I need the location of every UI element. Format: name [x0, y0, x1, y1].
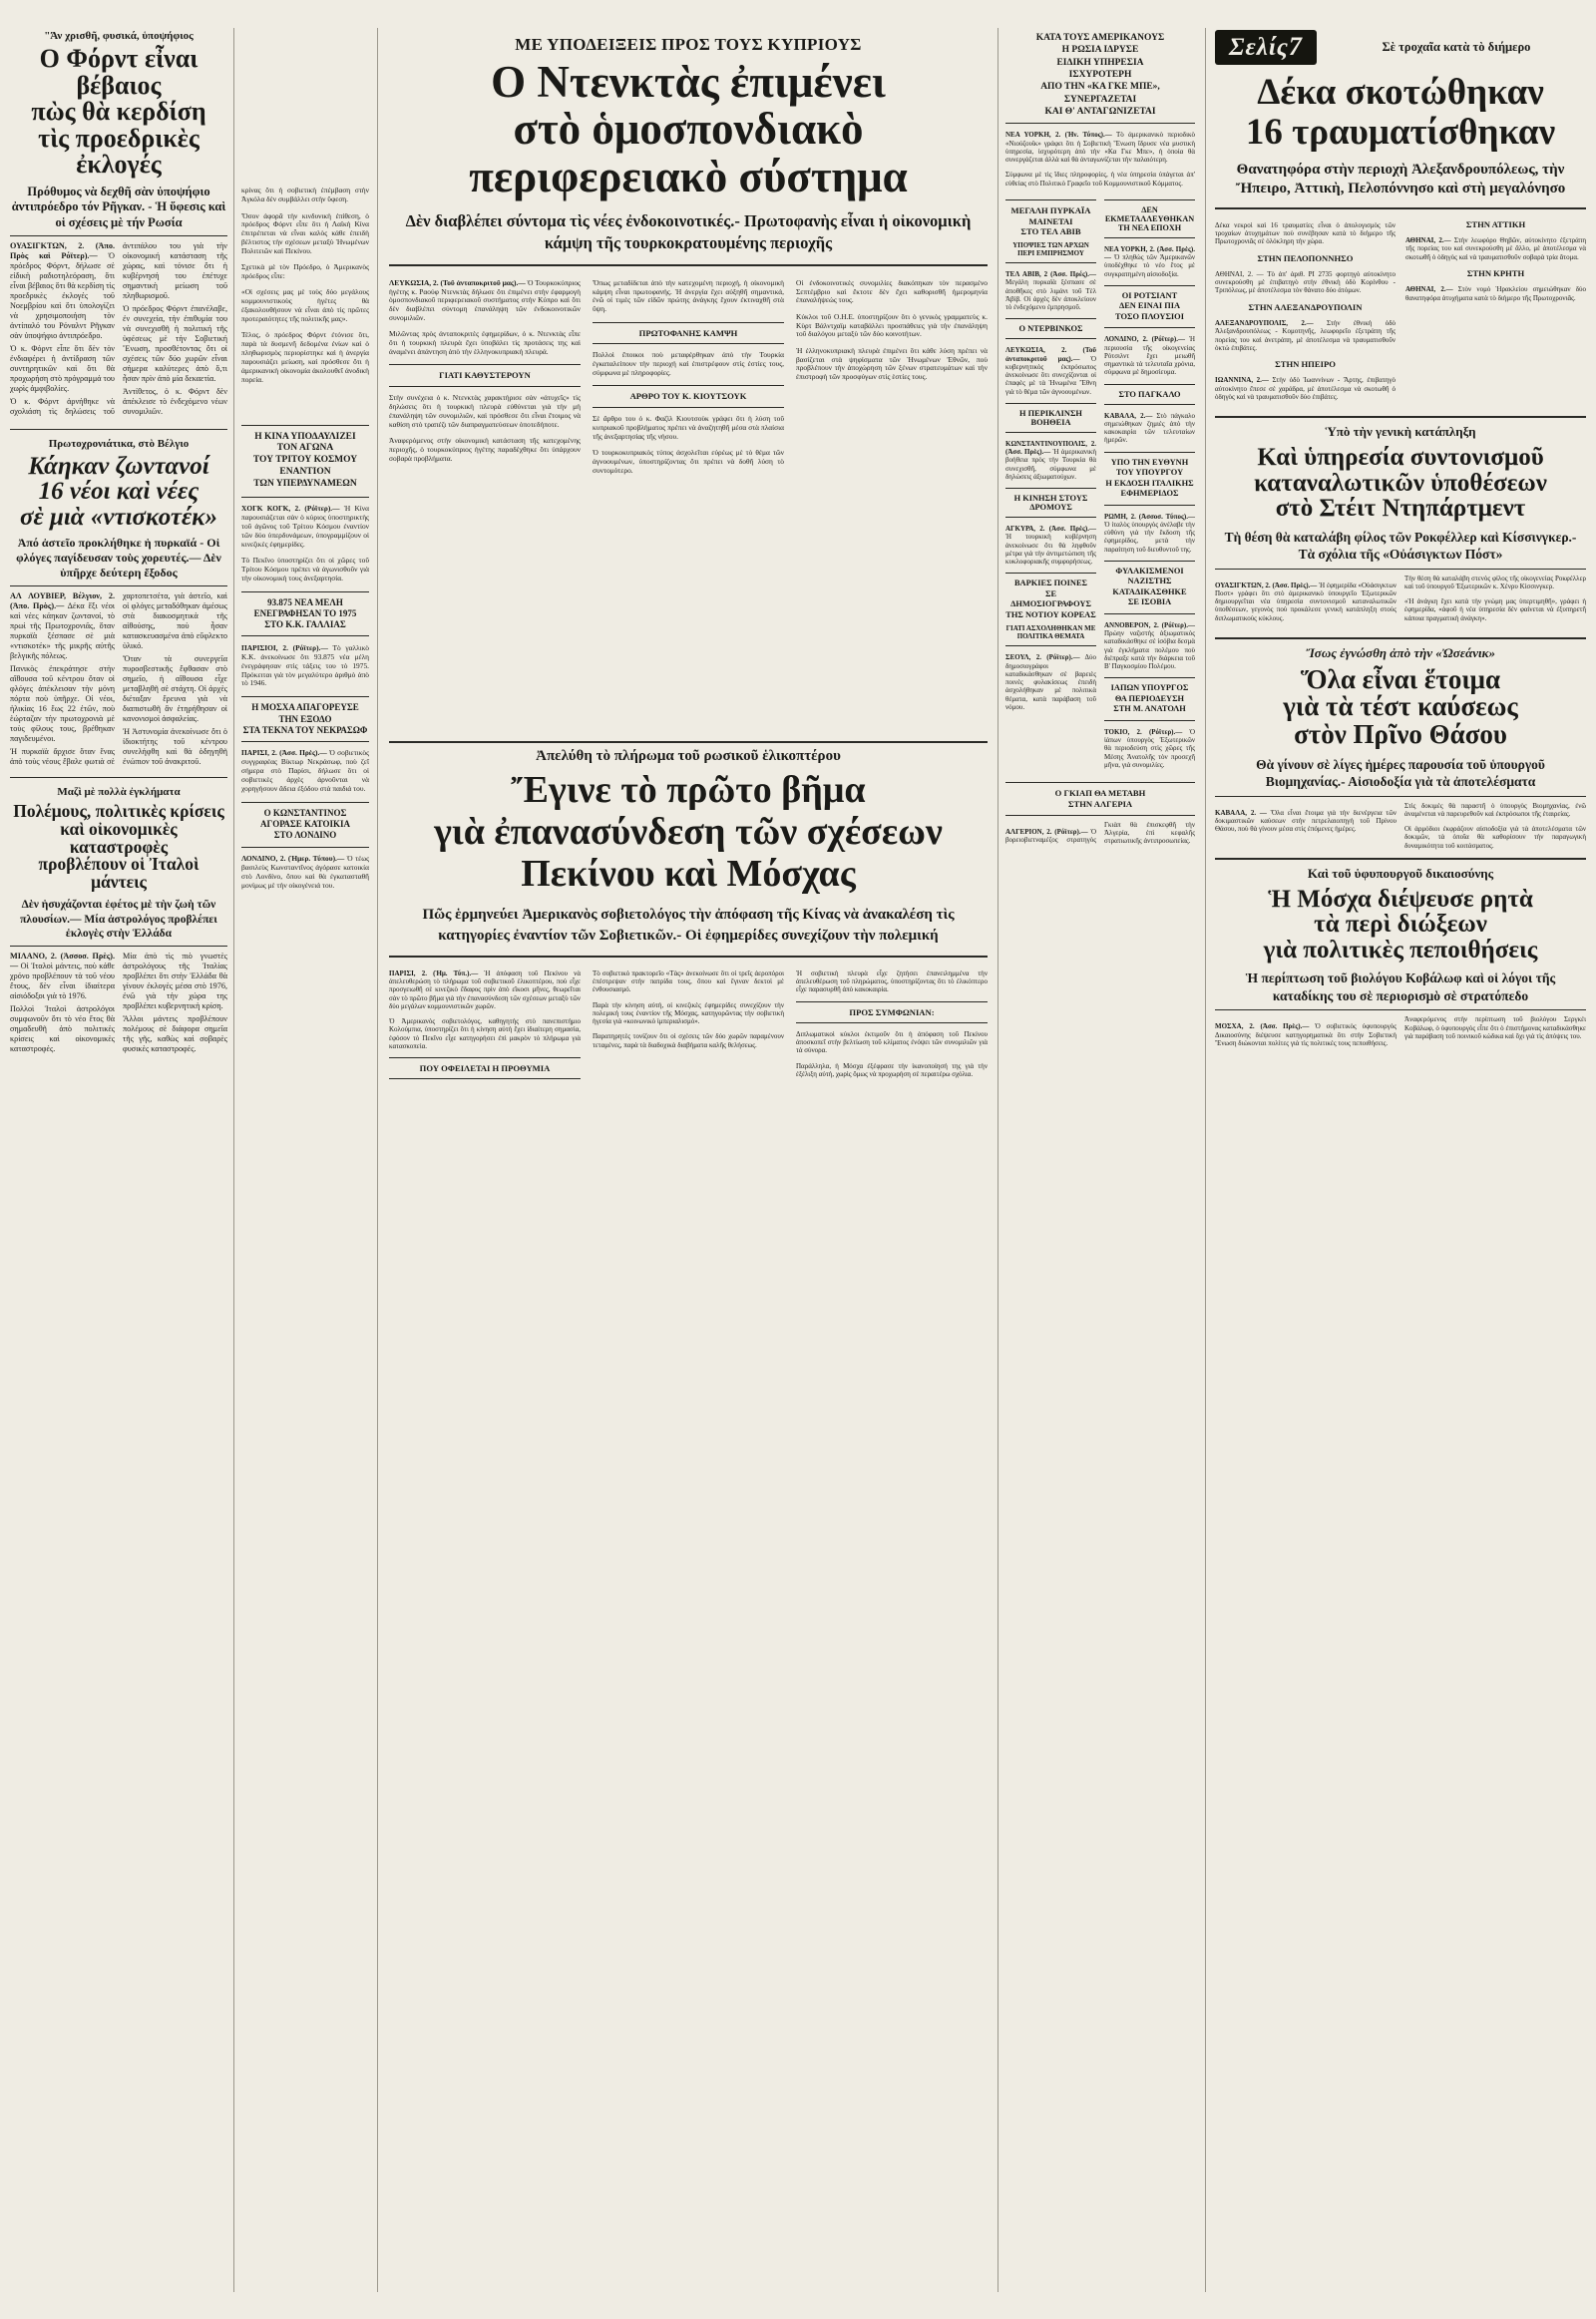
right-story2-body: ΟΥΑΣΙΓΚΤΩΝ, 2. (Ἀσσ. Πρὲς).— Ἡ ἐφημερίδα «Οὐάσιγκτων Ποστ» γράφει ὅτι στὸ ἀμερικανικὸ ὑπουργεῖο Ἐξωτερικῶν δημιουργεῖται νέα ὑπηρεσία συντονισμοῦ καταναλωτικῶν ὑποθέσεων, γεγονὸς ποὺ προκάλεσε γενικὴ κατάπληξη στοὺς διπλωματικοὺς κύκλους. Τὴν θέση θὰ καταλάβη στενὸς φίλος τῆς οἰκογενείας Ροκφέλλερ καὶ τοῦ ὑπουργοῦ Ἐξωτερικῶν κ. Χένρυ Κίσσινγκερ. «Ἡ ἀνάγκη ἔχει κατὰ τὴν γνώμη μας ὑπερτιμηθῆ», γράφει ἡ ἐφημερίδα, «ἀφοῦ ἡ νέα ὑπηρεσία δὲν φαίνεται νὰ ἐξυπηρετῆ κάποια πραγματικὴ ἀνάγκη».: [1215, 574, 1586, 622]
right-story1-col-b: ΣΤΗΝ ΑΤΤΙΚΗ ΑΘΗΝΑΙ, 2.— Στὴν λεωφόρο Θηβῶν, αὐτοκίνητο ἐξετράπη τῆς πορείας του καὶ συνεκρούσθη μὲ ἄλλο, μὲ ἀποτέλεσμα νὰ σκοτωθῆ ὁ ὁδηγὸς καὶ νὰ τραυματισθοῦν σοβαρὰ τρία ἄτομα. ΣΤΗΝ ΚΡΗΤΗ ΑΘΗΝΑΙ, 2.— Στὸν νομὸ Ἡρακλείου σημειώθηκαν δύο θανατηφόρα ἀτυχήματα κατὰ τὸ διήμερο τῆς Πρωτοχρονιᾶς.: [1405, 218, 1586, 302]
region-3-title: ΣΤΗΝ ΑΛΕΞΑΝΔΡΟΥΠΟΛΙΝ: [1248, 301, 1363, 312]
heli-dateline: ΠΑΡΙΣΙ, 2. (Ἡμ. Τύπ.).—: [389, 968, 479, 977]
story1-headline: Ο Φόρντ εἶναι βέβαιος πὼς θὰ κερδίση τὶς προεδρικὲς ἐκλογές: [31, 44, 206, 180]
heli-kicker: Ἀπελύθη τὸ πλήρωμα τοῦ ρωσικοῦ ἑλικοπτέρου: [536, 748, 841, 764]
column-2: [241, 180, 369, 898]
misc-2-headline: ΟΙ ΡΟΤΣΙΑΝΤ ΔΕΝ ΕΙΝΑΙ ΠΙΑ ΤΟΣΟ ΠΛΟΥΣΙΟΙ: [1115, 290, 1184, 321]
right-story4-body: ΜΟΣΧΑ, 2. (Ἀσσ. Πρὲς).— Ὁ σοβιετικὸς ὑφυπουργὸς Δικαιοσύνης διέψευσε κατηγορηματικὰ ὅτι στὴν Σοβιετικὴ Ἕνωση διώκονται πολίτες γιὰ τὶς πολιτικές τους πεποιθήσεις. Ἀναφερόμενος στὴν περίπτωση τοῦ βιολόγου Σεργκέι Κοβάλωφ, ὁ ὑφυπουργὸς εἶπε ὅτι ὁ ἐπιστήμονας καταδικάσθηκε γιὰ παράβαση τοῦ ποινικοῦ κώδικα καὶ ὄχι γιὰ τὶς ἀπόψεις του.: [1215, 1015, 1586, 1047]
brief-2-body: ΛΕΥΚΩΣΙΑ, 2. (Τοῦ ἀνταποκριτοῦ μας).— Ὁ κυβερνητικὸς ἐκπρόσωπος ἀνεκοίνωσε ὅτι συνεχίζονται οἱ ἐπαφὲς μὲ τὰ Ἡνωμένα Ἔθνη γιὰ τὸ θέμα τῶν ἀγνοουμένων.: [1005, 346, 1096, 396]
main-deck: Δὲν διαβλέπει σύντομα τὶς νέες ἐνδοκοινοτικές.- Πρωτοφανὴς εἶναι ἡ οἰκονομικὴ κάμψη τῆς τουρκοκρατουμένης περιοχῆς: [405, 210, 972, 253]
right-story1-headline: Δέκα σκοτώθηκαν 16 τραυματίσθηκαν: [1245, 72, 1556, 153]
story1-body: ΟΥΑΣΙΓΚΤΩΝ, 2. (Ἀπο. Πρὸς καὶ Ρόϊτερ).— Ὁ πρόεδρος Φόρντ, δήλωσε σὲ εἰδικὴ ραδιοτηλεόραση, ὅτι εἶναι βέβαιος ὅτι θὰ κερδίση τὶς προεδρικὲς ἐκλογές τοῦ Νοεμβρίου καὶ ὅτι ὑπολογίζει νὰ χρησιμοποιήση τὸν ἀντίπαλό του Ρόναλντ Ρῆγκαν σὰν ὑποψήφιο ἀντιπρόεδρο. Ὁ κ. Φόρντ εἶπε ὅτι δὲν τὸν ἐνδιαφέρει ἡ ἀντίδραση τῶν συντηρητικῶν καὶ ὅτι θὰ προχωρήση στὸ πρόγραμμά του χωρὶς ἀμφιβολίες. Ὁ κ. Φόρντ ἀρνήθηκε νὰ σχολιάση τὶς δηλώσεις τοῦ ἀντιπάλου του γιὰ τὴν οἰκονομική κατάσταση τῆς χώρας, καὶ τόνισε ὅτι ἡ κυβέρνησή του ἐπέτυχε σημαντικὴ μείωση τοῦ πληθωρισμοῦ. Ὁ πρόεδρος Φόρντ ἐπανέλαβε, ἐν συνεχεία, τὴν ἐπιθυμία του νὰ συνεχισθῆ ἡ πολιτική τῆς ὑφέσεως μὲ τὴν Σοβιετική Ἕνωση, προσθέτοντας ὅτι οἱ σχέσεις τῶν δύο χωρῶν εἶναι σήμερα καλύτερες ἀπὸ ὅ,τι ἦσαν πρὶν ἀπὸ μία δεκαετία. Ἀντίθετος, ὁ κ. Φόρντ δὲν ἀπέκλεισε τὸ ἐνδεχόμενο νέων συνομιλιῶν.: [10, 241, 227, 417]
brief-5-subtitle: ΓΙΑΤΙ ΑΣΧΟΛΗΘΗΚΑΝ ΜΕ ΠΟΛΙΤΙΚΑ ΘΕΜΑΤΑ: [1005, 624, 1096, 641]
heli-deck: Πῶς ἑρμηνεύει Ἀμερικανὸς σοβιετολόγος τὴν ἀπόφαση τῆς Κίνας νὰ ἀνακαλέση τὶς κατηγορίες ἐναντίον τῶν Σοβιετικῶν.- Οἱ ἐφημερίδες συνεχίζουν τὴν πολεμική: [422, 907, 955, 944]
heli-col-c: Ἡ σοβιετικὴ πλευρὰ εἶχε ζητήσει ἐπανειλημμένα τὴν ἀπελευθέρωση τοῦ πληρώματος, ὑποστηρίζοντας ὅτι τὸ ἑλικόπτερο εἶχε παρασυρθῆ ἀπὸ κακοκαιρία. ΠΡΟΣ ΣΥΜΦΩΝΙΑΝ: Διπλωματικοὶ κύκλοι ἐκτιμοῦν ὅτι ἡ ἀπόφαση τοῦ Πεκίνου ἀποσκοπεῖ στὴν βελτίωση τοῦ κλίματος ἐνόψει τῶν συνομιλιῶν γιὰ τὰ σύνορα. Παράλληλα, ἡ Μόσχα ἐξέφρασε τὴν ἱκανοποίησή της γιὰ τὴν ἐξέλιξη αὐτή, χωρὶς ὅμως νὰ προχωρήση σὲ περαιτέρω σχόλια.: [796, 968, 988, 1078]
region-1-title: ΣΤΗΝ ΑΤΤΙΚΗ: [1465, 218, 1526, 229]
main-body-columns: [389, 271, 988, 483]
right-story4-headline: Ἡ Μόσχα διέψευσε ρητὰ τὰ περὶ διώξεων γιὰ πολιτικὲς πεποιθήσεις: [1263, 885, 1538, 964]
heli-headline: Ἔγινε τὸ πρῶτο βῆμα γιὰ ἐπανασύνδεση τῶν σχέσεων Πεκίνου καὶ Μόσχας: [434, 769, 943, 895]
box1-body: ΧΟΓΚ ΚΟΓΚ, 2. (Ρόϊτερ).— Ἡ Κίνα παρουσιάζεται σὰν ὁ κύριος ὑποστηρικτὴς τοῦ ἀγῶνος τοῦ Τρίτου Κόσμου ἐναντίον τῶν δύο ὑπερδυνάμεων, ὑπογραμμίζουν οἱ κινεζικὲς ἐφημερίδες. Τὸ Πεκῖνο ὑποστηρίζει ὅτι οἱ χῶρες τοῦ Τρίτου Κόσμου πρέπει νὰ ἀγωνισθοῦν γιὰ τὴν οἰκονομική τους ἀνεξαρτησία.: [241, 504, 369, 582]
brief-4-headline: Η ΚΙΝΗΣΗ ΣΤΟΥΣ ΔΡΟΜΟΥΣ: [1013, 494, 1088, 513]
story1-dateline: ΟΥΑΣΙΓΚΤΩΝ, 2. (Ἀπο. Πρὸς καὶ Ρόϊτερ).—: [10, 241, 115, 261]
box2-headline: 93.875 ΝΕΑ ΜΕΛΗ ΕΝΕΓΡΑΦΗΣΑΝ ΤΟ 1975 ΣΤΟ Κ.Κ. ΓΑΛΛΙΑΣ: [253, 596, 357, 630]
region-2-title: ΣΤΗΝ ΠΕΛΟΠΟΝΝΗΣΟ: [1257, 252, 1354, 263]
right-story4-kicker: Καὶ τοῦ ὑφυπουργοῦ δικαιοσύνης: [1307, 865, 1494, 881]
col2-jump-text: κρίνας ὅτι ἡ σοβιετικὴ ἐπέμβαση στὴν Ἀγκόλα δὲν συμβάλλει στὴν ὕφεση. Ὅσον ἀφορᾶ τὴν κινδυνικὴ ἐπίθεση, ὁ πρόεδρος Φόρντ εἶπε ὅτι ἡ Λαϊκὴ Κίνα ἐπιτρέπεται νὰ εἶναι καλὸς κάθε ἐπειδὴ βέλτιστος τὴν σχέσεων μεταξὺ Ἡνωμένων Πολιτειῶν καὶ Πεκίνου. Σχετικὰ μὲ τὸν Πρόεδρο, ὁ Ἀμερικανὸς πρόεδρος εἶπε: «Οἱ σχέσεις μας μὲ τοὺς δύο μεγάλους κομμουνιστικοὺς ἡγέτες θὰ ἐξακολουθήσουν νὰ εἶναι ἀπὸ τὶς πρῶτες προτεραιότητες τῆς πολιτικῆς μας». Τέλος, ὁ πρόεδρος Φόρντ ἐτόνισε ὅτι, παρὰ τὰ δυσμενῆ δεδομένα ἐνίων καὶ ὁ πληθωρισμὸς περιορίστηκε καὶ ἡ ἀνεργία παρουσιάζει μείωση, καὶ πρόσθεσε ὅτι ἡ ἀμερικανικὴ οἰκονομία ἀκολουθεῖ ἀνοδικὴ πορεία.: [241, 186, 369, 384]
box4-body: ΛΟΝΔΙΝΟ, 2. (Ἡμερ. Τύπου).— Ὁ τέως βασιλεὺς Κωνσταντῖνος ἀγόρασε κατοικία στὸ Λονδίνο, ὅπου καὶ θὰ ἐγκατασταθῆ μονίμως μὲ τὴν οἰκογένειά του.: [241, 853, 369, 890]
right-story2-deck: Τὴ θέση θὰ καταλάβη φίλος τῶν Ροκφέλλερ καὶ Κίσσινγκερ.- Τὰ σχόλια τῆς «Οὐάσιγκτων Πόστ»: [1224, 529, 1577, 563]
brief-5-body: ΣΕΟΥΛ, 2. (Ρόϊτερ).— Δύο δημοσιογράφοι καταδικάσθηκαν σὲ βαρειὲς ποινὲς φυλακίσεως ἐπειδὴ ἀσχολήθηκαν μὲ πολιτικὰ θέματα, κατὰ παράβαση τοῦ νόμου.: [1005, 653, 1096, 711]
box3-body: ΠΑΡΙΣΙ, 2. (Ἀσσ. Πρὲς).— Ὁ σοβιετικὸς συγγραφέας Βίκτωρ Νεκράσωφ, ποὺ ζεῖ σήμερα στὸ Παρίσι, δήλωσε ὅτι οἱ σοβιετικὲς ἀρχὲς ἀρνοῦνται νὰ χορηγήσουν ἄδεια ἐξόδου στὰ παιδιά του.: [241, 748, 370, 793]
brief-1-body: ΤΕΛ ΑΒΙΒ, 2 (Ἀσσ. Πρές).— Μεγάλη πυρκαϊὰ ξέσπασε σὲ ἀποθῆκες στὸ λιμάνι τοῦ Τὲλ Ἀβίβ. Οἱ ἀρχὲς δὲν ἀποκλείουν τὸ ἐνδεχόμενο ἐμπρησμοῦ.: [1005, 270, 1096, 312]
main-col-a: ΛΕΥΚΩΣΙΑ, 2. (Τοῦ ἀνταποκριτοῦ μας).— Ὁ Τουρκοκύπριος ἡγέτης κ. Ραούφ Ντενκτὰς δήλωσε ὅτι ἐπιμένει στὴν ἐφαρμογὴ ὁμοσπονδιακοῦ περιφερειακοῦ συστήματος στὴν Κύπρο καὶ ὅτι δὲν διαβλέπει σύντομη ἐπανάληψη τῶν ἐνδοκοινοτικῶν συνομιλιῶν. Μιλῶντας πρὸς ἀνταποκριτὲς ἐφημερίδων, ὁ κ. Ντενκτὰς εἶπε ὅτι ἡ τουρκικὴ πλευρὰ ἔχει ὑποβάλει τὶς προτάσεις της καὶ ἀναμένει ἀπάντηση ἀπὸ τὴν ἑλληνοκυπριακὴ πλευρά. ΓΙΑΤΙ ΚΑΘΥΣΤΕΡΟΥΝ Στὴν συνέχεια ὁ κ. Ντενκτὰς χαρακτήρισε σὰν «ἀτυχεῖς» τὶς δηλώσεις ὅτι ἡ τουρκικὴ πλευρὰ εὐθύνεται γιὰ τὴν μὴ ἐπανάληψη τῶν συνομιλιῶν, καὶ πρόσθεσε ὅτι εἶναι ἕτοιμος νὰ καθίση στὸ τραπέζι τῶν διαπραγματεύσεων ὁποτεδήποτε. Ἀναφερόμενος στὴν οἰκονομικὴ κατάσταση τῆς κατεχομένης περιοχῆς, ὁ τουρκοκύπριος ἡγέτης παραδέχθηκε ὅτι ὑπάρχουν σοβαρὰ προβλήματα.: [389, 277, 581, 463]
brief-7-body: ΑΝΝΟΒΕΡΟΝ, 2. (Ρόϊτερ).— Πρώην ναζιστὴς ἀξιωματικὸς καταδικάσθηκε σὲ ἰσόβια δεσμὰ γιὰ ἐγκλήματα πολέμου ποὺ διέπραξε κατὰ τὴν διάρκεια τοῦ Β' Παγκοσμίου Πολέμου.: [1104, 620, 1195, 671]
story2-body: ΑΛ ΛΟΥΒΙΕΡ, Βέλγιον, 2. (Ἀπο. Πρὸς).— Δέκα ἕξι νέοι καὶ νέες κάηκαν ζωντανοί, τὸ πρωὶ τῆς Πρωτοχρονιᾶς, ὅταν πυρκαϊὰ ξέσπασε σὲ μιὰ «ντισκοτέκ» τῆς μικρῆς αὐτῆς βελγικῆς πόλεως. Πανικὸς ἐπεκράτησε στὴν αἴθουσα τοῦ κέντρου ὅταν οἱ φλόγες ἀπέκλεισαν τὴν μόνη πόρτα ποὺ ὑπῆρχε. Οἱ νέοι, ἡλικίας 16 ἕως 22 ἐτῶν, ποὺ ἑώρταζαν τὴν πρωτοχρονιὰ μὲ τοὺς φίλους τους, βρέθηκαν παγιδευμένοι. Ἡ πυρκαϊὰ ἄρχισε ὅταν ἕνας ἀπὸ τοὺς νέους ἔβαλε φωτιὰ σὲ χαρτοπετσέτα, γιὰ ἀστεῖο, καὶ οἱ φλόγες μεταδόθηκαν ἀμέσως στὰ διακοσμητικὰ τῆς αἰθούσης, ποὺ ἦσαν κατασκευασμένα ἀπὸ εὔφλεκτο ὑλικό. Ὅταν τὰ συνεργεῖα πυροσβεστικῆς ἔφθασαν στὸ σημεῖο, ἡ αἴθουσα εἶχε μεταβληθῆ σὲ στάχτη. Οἱ ἀρχὲς διέταξαν ἔρευνα γιὰ νὰ διαπιστωθῆ ἂν ἐτηρήθησαν οἱ κανονισμοὶ ἀσφαλείας. Ἡ Ἀστυνομία ἀνεκοίνωσε ὅτι ὁ ἰδιοκτήτης τοῦ κέντρου συνελήφθη καὶ θὰ ὁδηγηθῆ ἐνώπιον τοῦ ἀνακριτοῦ.: [10, 591, 227, 767]
right-story4-deck: Ἡ περίπτωση τοῦ βιολόγου Κοβάλωφ καὶ οἱ λόγοι τῆς καταδίκης του σὲ περιορισμὸ σὲ στρατόπεδο: [1245, 970, 1556, 1003]
story3-dateline: ΜΙΛΑΝΟ, 2. (Ἀσσοσ. Πρὲς).—: [10, 952, 115, 971]
helicopter-story: [389, 736, 988, 1085]
region-4-title: ΣΤΗΝ ΗΠΕΙΡΟ: [1275, 359, 1336, 370]
misc-1-body: ΝΕΑ ΥΟΡΚΗ, 2. (Ἀσσ. Πρὲς).— Ὁ πληθὼς τῶν Ἀμερικανῶν ὑποδέχθηκε τὸ νέο ἔτος μὲ συγκρατημένη αἰσιοδοξία.: [1104, 244, 1196, 278]
heli-subhead-2: ΠΡΟΣ ΣΥΜΦΩΝΙΑΝ:: [849, 1006, 935, 1017]
heli-col-b: Τὸ σοβιετικὸ πρακτορεῖο «Τὰς» ἀνεκοίνωσε ὅτι οἱ τρεῖς ἀεροπόροι ἐπέστρεψαν στὴν πατρίδα τους, ὅπου καὶ ἔγιναν δεκτοὶ μὲ ἐνθουσιασμό. Παρὰ τὴν κίνηση αὐτή, οἱ κινεζικὲς ἐφημερίδες συνεχίζουν τὴν πολεμική τους ἐναντίον τῆς Μόσχας, κατηγορῶντας τὴν σοβιετικὴ ἡγεσία γιὰ «κοινωνικὸ ἰμπεριαλισμό». Παρατηρητὲς τονίζουν ὅτι οἱ σχέσεις τῶν δύο χωρῶν παραμένουν τεταμένες, παρὰ τὰ διαδοχικὰ διαβήματα καλῆς θελήσεως.: [593, 968, 784, 1049]
main-subhead-2: ΠΡΩΤΟΦΑΝΗΣ ΚΑΜΨΗ: [638, 327, 738, 338]
story3-body: ΜΙΛΑΝΟ, 2. (Ἀσσοσ. Πρὲς).— Οἱ Ἰταλοὶ μάντεις, ποὺ κάθε χρόνο προβλέπουν τὰ τοῦ νέου ἔτους, δὲν εἶναι ἰδιαίτερα αἰσιόδοξοι γιὰ τὸ 1976. Πολλοὶ Ἰταλοὶ ἀστρολόγοι συμφωνοῦν ὅτι τὸ νέο ἔτος θὰ σημαδευθῆ ἀπὸ πολιτικὲς κρίσεις καὶ οἰκονομικὲς καταστροφές. Μία ἀπὸ τὶς πιὸ γνωστὲς ἀστρολόγους τῆς Ἰταλίας προβλέπει ὅτι στὴν Ἑλλάδα θὰ γίνουν ἐκλογὲς μέσα στὸ 1976, ἐνῶ γιὰ τὴν χώρα της προβλέπει κυβερνητικὴ κρίση. Ἄλλοι μάντεις προβλέπουν πολέμους σὲ διάφορα σημεῖα τῆς γῆς, καθὼς καὶ σοβαρὲς φυσικὲς καταστροφές.: [10, 952, 227, 1054]
brief-subcol-b: [1104, 194, 1195, 776]
brief-6-headline: ΥΠΟ ΤΗΝ ΕΥΘΥΝΗ ΤΟΥ ΥΠΟΥΡΓΟΥ Η ΕΚΔΟΣΗ ΙΤΑΛΙΚΗΣ ΕΦΗΜΕΡΙΔΟΣ: [1105, 457, 1194, 499]
misc-1-headline: ΔΕΝ ΕΚΜΕΤΑΛΛΕΥΘΗΚΑΝ ΤΗ ΝΕΑ ΕΠΟΧΗ: [1104, 204, 1195, 232]
box3-headline: Η ΜΟΣΧΑ ΑΠΑΓΟΡΕΥΣΕ ΤΗΝ ΕΞΟΔΟ ΣΤΑ ΤΕΚΝΑ ΤΟΥ ΝΕΚΡΑΣΩΦ: [242, 702, 368, 735]
heli-body-columns: [389, 963, 988, 1085]
box1-headline: Η ΚΙΝΑ ΥΠΟΔΑΥΛΙΖΕΙ ΤΟΝ ΑΓΩΝΑ ΤΟΥ ΤΡΙΤΟΥ ΚΟΣΜΟΥ ΕΝΑΝΤΙΟΝ ΤΩΝ ΥΠΕΡΔΥΝΑΜΕΩΝ: [252, 431, 358, 490]
region-5-title: ΣΤΗΝ ΚΡΗΤΗ: [1466, 267, 1525, 278]
right-story2-headline: Καὶ ὑπηρεσία συντονισμοῦ καταναλωτικῶν ὑποθέσεων στὸ Στέιτ Ντηπάρτμεντ: [1254, 444, 1547, 523]
misc-2-body: ΛΟΝΔΙΝΟ, 2. (Ρόϊτερ).— Ἡ περιουσία τῆς οἰκογενείας Ρότσιλντ ἔχει μειωθῆ σημαντικὰ τὰ τελευταῖα χρόνια, σύμφωνα μὲ δημοσίευμα.: [1104, 335, 1196, 377]
story2-kicker: Πρωτοχρονιάτικα, στὸ Βέλγιο: [48, 437, 190, 450]
right-column: [1215, 30, 1586, 1051]
column-divider-4: [1205, 28, 1206, 2292]
brief-2-headline: Ο ΝΤΕΡΒΙΝΚΟΣ: [1018, 324, 1083, 334]
brief-4-body: ΑΓΚΥΡΑ, 2. (Ἀσσ. Πρὲς).— Ἡ τουρκικὴ κυβέρνηση ἀνεκοίνωσε ὅτι θὰ ληφθοῦν μέτρα γιὰ τὴν ἀντιμετώπιση τῆς κυκλοφοριακῆς συμφορήσεως.: [1005, 525, 1096, 567]
main-kicker: ΜΕ ΥΠΟΔΕΙΞΕΙΣ ΠΡΟΣ ΤΟΥΣ ΚΥΠΡΙΟΥΣ: [515, 35, 862, 54]
page-number-badge: Σελίς7: [1215, 30, 1317, 65]
story2-headline: Κάηκαν ζωντανοί 16 νέοι καὶ νέες σὲ μιὰ «ντισκοτέκ»: [19, 452, 218, 531]
right-story2-kicker: Ὑπὸ τὴν γενικὴ κατάπληξη: [1325, 424, 1476, 440]
brief-9-body: ΑΛΓΕΡΙΟΝ, 2. (Ρόϊτερ).— Ὁ βορειοβιετναμέζος στρατηγὸς Γκιὰπ θὰ ἐπισκεφθῆ τὴν Ἀλγερία, ἐπὶ κεφαλῆς στρατιωτικῆς ἀντιπροσωπείας.: [1005, 820, 1195, 846]
column-5-briefs: [1005, 32, 1195, 848]
brief-top-headline: ΚΑΤΑ ΤΟΥΣ ΑΜΕΡΙΚΑΝΟΥΣ Η ΡΩΣΙΑ ΙΔΡΥΣΕ ΕΙΔΙΚΗ ΥΠΗΡΕΣΙΑ ΙΣΧΥΡΟΤΕΡΗ ΑΠΟ ΤΗΝ «ΚΑ ΓΚΕ ΜΠΕ», ΣΥΝΕΡΓΑΖΕΤΑΙ ΚΑΙ Θ' ΑΝΤΑΓΩΝΙΖΕΤΑΙ: [1035, 33, 1165, 118]
brief-1-headline: ΜΕΓΑΛΗ ΠΥΡΚΑΪΑ ΜΑΙΝΕΤΑΙ ΣΤΟ ΤΕΛ ΑΒΙΒ: [1010, 204, 1091, 237]
masthead-row: [1215, 30, 1586, 65]
right-story3-kicker: Ἴσως ἐγνώσθη ἀπὸ τὴν «Ὠσεάνικ»: [1305, 644, 1496, 660]
story3-kicker: Μαζὶ μὲ πολλὰ ἐγκλήματα: [57, 785, 181, 798]
main-subhead-3: ΑΡΘΡΟ ΤΟΥ Κ. ΚΙΟΥΤΣΟΥΚ: [629, 391, 747, 402]
story1-deck: Πρόθυμος νὰ δεχθῆ σὰν ὑποψήφιο ἀντιπρόεδρο τόν Ρῆγκαν. - Ἡ ὕφεσις καὶ οἱ σχέσεις μὲ τήν Ρωσία: [11, 184, 226, 229]
brief-7-headline: ΦΥΛΑΚΙΣΜΕΝΟΙ ΝΑΖΙΣΤΗΣ ΚΑΤΑΔΙΚΑΣΘΗΚΕ ΣΕ ΙΣΟΒΙΑ: [1112, 566, 1187, 607]
right-kicker: Σὲ τροχαῖα κατὰ τὸ διήμερο: [1382, 40, 1531, 54]
main-col-b: Ὅπως μεταδίδεται ἀπὸ τὴν κατεχομένη περιοχή, ἡ οἰκονομικὴ κάμψη εἶναι πρωτοφανής. Ἡ ἀνεργία ἔχει αὐξηθῆ σημαντικά, ἐνῶ οἱ τιμὲς τῶν εἰδῶν πρώτης ἀνάγκης ἔχουν ἐκτιναχθῆ στὰ ὕψη. ΠΡΩΤΟΦΑΝΗΣ ΚΑΜΨΗ Πολλοὶ ἔποικοι ποὺ μεταφέρθηκαν ἀπὸ τὴν Τουρκία ἐγκαταλείπουν τὴν περιοχή καὶ ἐπιστρέφουν στὶς ἑστίες τους, σύμφωνα μὲ πληροφορίες. ΑΡΘΡΟ ΤΟΥ Κ. ΚΙΟΥΤΣΟΥΚ Σὲ ἄρθρο του ὁ κ. Φαζὶλ Κιουτσοὺκ γράφει ὅτι ἡ λύση τοῦ κυπριακοῦ προβλήματος πρέπει νὰ ἀναζητηθῆ μέσα στὰ πλαίσια τῆς ἀνεξαρτησίας τῆς νήσου. Ὁ τουρκοκυπριακὸς τύπος ἀσχολεῖται εὐρέως μὲ τὸ θέμα τῶν ἀγνοουμένων, ὑποστηρίζοντας ὅτι πρέπει νὰ δοθῆ λύση τὸ συντομότερο.: [593, 277, 784, 475]
box2-body: ΠΑΡΙΣΙΟΙ, 2. (Ρόϊτερ).— Τὸ γαλλικὸ Κ.Κ. ἀνεκοίνωσε ὅτι 93.875 νέα μέλη ἐνεγράφησαν στὶς τάξεις του τὸ 1975. Πρόκειται γιὰ τὸν μεγαλύτερο ἀριθμὸ ἀπὸ τὸ 1946.: [241, 642, 369, 688]
brief-9-headline: Ο ΓΚΙΑΠ ΘΑ ΜΕΤΑΒΗ ΣΤΗΝ ΑΛΓΕΡΙΑ: [1054, 788, 1146, 809]
misc-3-headline: ΣΤΟ ΠΑΓΚΑΛΟ: [1118, 389, 1181, 399]
heli-subhead-1: ΠΟΥ ΟΦΕΙΛΕΤΑΙ Η ΠΡΟΘΥΜΙΑ: [419, 1063, 551, 1074]
main-headline: Ο Ντενκτὰς ἐπιμένει στὸ ὁμοσπονδιακὸ περιφερειακὸ σύστημα: [469, 57, 908, 201]
brief-8-headline: ΙΑΠΩΝ ΥΠΟΥΡΓΟΣ ΘΑ ΠΕΡΙΟΔΕΥΣΗ ΣΤΗ Μ. ΑΝΑΤΟΛΗ: [1110, 683, 1189, 714]
story2-dateline: ΑΛ ΛΟΥΒΙΕΡ, Βέλγιον, 2. (Ἀπο. Πρὸς).—: [10, 591, 115, 611]
heli-col-a: ΠΑΡΙΣΙ, 2. (Ἡμ. Τύπ.).— Ἡ ἀπόφαση τοῦ Πεκίνου νὰ ἀπελευθερώση τὸ πλήρωμα τοῦ σοβιετικοῦ ἑλικοπτέρου, ποὺ εἶχε προσγειωθῆ σὲ κινεζικὸ ἔδαφος πρὶν ἀπὸ εἴκοσι μῆνες, θεωρεῖται σὰν τὸ πρῶτο βῆμα γιὰ τὴν ἐπανασύνδεση τῶν σχέσεων μεταξὺ τῶν δύο μεγάλων κομμουνιστικῶν χωρῶν. Ὁ Ἀμερικανὸς σοβιετολόγος, καθηγητὴς στὸ πανεπιστήμιο Κολούμπια, ὑποστηρίζει ὅτι ἡ κίνηση αὐτὴ ἔχει ἰδιαίτερη σημασία, ἐφόσον τὸ Πεκῖνο εἶχε κατηγορήσει ἐπὶ μακρὸν τὸ πλήρωμα γιὰ κατασκοπεία. ΠΟΥ ΟΦΕΙΛΕΤΑΙ Η ΠΡΟΘΥΜΙΑ: [389, 963, 581, 1085]
right-story1-deck: Θανατηφόρα στὴν περιοχὴ Ἀλεξανδρουπόλεως, τὴν Ἤπειρο, Ἀττικὴ, Πελοπόννησο καὶ στὴ μεγαλόνησο: [1235, 161, 1566, 197]
main-subhead-1: ΓΙΑΤΙ ΚΑΘΥΣΤΕΡΟΥΝ: [439, 370, 531, 381]
story2-deck: Ἀπό ἀστεῖο προκλήθηκε ἡ πυρκαϊά - Οἱ φλόγες παγίδευσαν τοὺς χορευτές.— Δὲν ὑπῆρχε δεύτερη ἔξοδος: [16, 536, 221, 580]
right-story1-body: [1215, 214, 1586, 408]
right-story3-deck: Θὰ γίνουν σὲ λίγες ἡμέρες παρουσία τοῦ ὑπουργοῦ Βιομηχανίας.- Αἰσιοδοξία γιὰ τὰ ἀποτελέσματα: [1256, 756, 1545, 790]
misc-3-body: ΚΑΒΑΛΑ, 2.— Στὸ πάγκαλο σημειώθηκαν ζημιὲς ἀπὸ τὴν κακοκαιρία τῶν τελευταίων ἡμερῶν.: [1104, 411, 1196, 445]
column-1: [10, 30, 227, 1057]
brief-subcol-a: [1005, 194, 1096, 776]
brief-8-body: ΤΟΚΙΟ, 2. (Ρόϊτερ).— Ὁ ἰάπων ὑπουργὸς Ἐξωτερικῶν θὰ περιοδεύση στὶς χῶρες τῆς Μέσης Ἀνατολῆς τὸν προσεχῆ μῆνα, γιὰ συνομιλίες.: [1104, 727, 1195, 769]
column-divider-2: [377, 28, 378, 2292]
story1-kicker: "Άν χρισθῆ, φυσικά, ὑποψήφιος: [44, 30, 194, 42]
column-divider-1: [233, 28, 234, 2292]
right-story3-body: ΚΑΒΑΛΑ, 2. — Ὅλα εἶναι ἕτοιμα γιὰ τὴν διενέργεια τῶν δοκιμαστικῶν καύσεων στὴν πετρελαιοπηγὴ τοῦ Πρίνου Θάσου, ποὺ θὰ γίνουν μέσα στὶς ἑπόμενες ἡμέρες. Στὶς δοκιμὲς θὰ παραστῆ ὁ ὑπουργὸς Βιομηχανίας, ἐνῶ ἀναμένεται νὰ παρευρεθοῦν καὶ ἐκπρόσωποι τῆς ἑταιρείας. Οἱ ἁρμόδιοι ἐκφράζουν αἰσιοδοξία γιὰ τὰ ἀποτελέσματα τῶν δοκιμῶν, τὰ ὁποῖα θὰ καθορίσουν τὴν παραγωγικὴ δυναμικότητα τοῦ κοιτάσματος.: [1215, 801, 1586, 850]
box4-headline: Ο ΚΩΝΣΤΑΝΤΙΝΟΣ ΑΓΟΡΑΣΕ ΚΑΤΟΙΚΙΑ ΣΤΟ ΛΟΝΔΙΝΟ: [259, 807, 350, 841]
brief-subcolumns: [1005, 194, 1195, 776]
main-dateline: ΛΕΥΚΩΣΙΑ, 2. (Τοῦ ἀνταποκριτοῦ μας).—: [389, 277, 526, 287]
story3-deck: Δὲν ἡσυχάζονται ἐφέτος μὲ τὴν ζωὴ τῶν πλουσίων.— Μία ἀστρολόγος προβλέπει ἐκλογὲς στὴν Ἑλλάδα: [20, 899, 217, 940]
brief-1-subtitle: ΥΠΟΨΙΕΣ ΤΩΝ ΑΡΧΩΝ ΠΕΡΙ ΕΜΠΡΗΣΜΟΥ: [1012, 241, 1089, 258]
brief-3-body: ΚΩΝΣΤΑΝΤΙΝΟΥΠΟΛΙΣ, 2. (Ἀσσ. Πρὲς).— Ἡ ἀμερικανικὴ βοήθεια πρὸς τὴν Τουρκία θὰ συνεχισθῆ, σύμφωνα μὲ δηλώσεις ἀξιωματούχων.: [1005, 439, 1097, 481]
brief-top-body: ΝΕΑ ΥΟΡΚΗ, 2. (Ἡν. Τύπος).— Τὸ ἀμερικανικὸ περιοδικὸ «Νιούζουϊκ» γράφει ὅτι ἡ Σοβιετικὴ Ἕνωση ἵδρυσε νέα μυστικὴ ὑπηρεσία, ἰσχυρότερη ἀπὸ τὴν «Κα Γκε Μπε», ἡ ὁποία θὰ συνεργάζεται ἀλλὰ καὶ θὰ ἀνταγωνίζεται τὴν παλαιότερη. Σύμφωνα μὲ τὶς ἴδιες πληροφορίες, ἡ νέα ὑπηρεσία ὑπάγεται ἀπ' εὐθείας στὸ Πολιτικὸ Γραφεῖο τοῦ Κομμουνιστικοῦ Κόμματος.: [1005, 131, 1195, 188]
brief-6-body: ΡΩΜΗ, 2. (Ἀσσοσ. Τύπος).— Ὁ ἰταλὸς ὑπουργὸς ἀνέλαβε τὴν εὐθύνη γιὰ τὴν ἔκδοση τῆς ἐφημερίδος, μετὰ τὴν παραίτηση τοῦ διευθυντοῦ της.: [1104, 512, 1195, 554]
right-story3-headline: Ὅλα εἶναι ἕτοιμα γιὰ τὰ τέστ καύσεως στὸν Πρῖνο Θάσου: [1283, 663, 1518, 749]
main-story: [389, 35, 988, 483]
brief-3-headline: Η ΠΕΡΙΚΛΙΝΣΗ ΒΟΗΘΕΙΑ: [1019, 408, 1082, 427]
main-col-c: Οἱ ἐνδοκοινοτικὲς συνομιλίες διακόπηκαν τὸν περασμένο Σεπτέμβριο καὶ ἔκτοτε δὲν ἔχει καθορισθῆ ἡμερομηνία ἐπαναλήψεώς τους. Κύκλοι τοῦ Ο.Η.Ε. ὑποστηρίζουν ὅτι ὁ γενικὸς γραμματεὺς κ. Κὺρτ Βάλντχαϊμ καταβάλλει προσπάθειες γιὰ τὴν ἐπανάληψη τοῦ διαλόγου μεταξὺ τῶν δύο κοινοτήτων. Ἡ ἑλληνοκυπριακὴ πλευρὰ ἐπιμένει ὅτι κάθε λύση πρέπει νὰ βασίζεται στὰ ψηφίσματα τῶν Ἡνωμένων Ἐθνῶν, ποὺ προβλέπουν τὴν ἀποχώρηση τῶν ξένων στρατευμάτων καὶ τὴν ἐπιστροφὴ τῶν προσφύγων στὶς ἑστίες τους.: [796, 277, 988, 382]
brief-5-headline: ΒΑΡΚΙΕΣ ΠΟΙΝΕΣ ΣΕ ΔΗΜΟΣΙΟΓΡΑΦΟΥΣ ΤΗΣ ΝΟΤΙΟΥ ΚΟΡΕΑΣ: [1005, 579, 1096, 619]
right-story1-col-a: Δέκα νεκροὶ καὶ 16 τραυματίες εἶναι ὁ ἀπολογισμὸς τῶν τροχαίων ἀτυχημάτων ποὺ συνέβησαν κατὰ τὸ διήμερο τῆς Πρωτοχρονιᾶς σὲ ὁλόκληρη τὴν χώρα. ΣΤΗΝ ΠΕΛΟΠΟΝΝΗΣΟ ΑΘΗΝΑΙ, 2. — Τὸ ἀπ' ἀριθ. ΡΙ 2735 φορτηγὸ αὐτοκίνητο συνεκρούσθη μὲ ἐπιβατηγὸ στὴν ἐθνικὴ ὁδὸ Κορίνθου - Τριπόλεως, μὲ ἀποτέλεσμα τὸν θάνατο δύο ἀτόμων. ΣΤΗΝ ΑΛΕΞΑΝΔΡΟΥΠΟΛΙΝ ΑΛΕΞΑΝΔΡΟΥΠΟΛΙΣ, 2.— Στὴν ἐθνικὴ ὁδὸ Ἀλεξανδρουπόλεως - Κομοτηνῆς, λεωφορεῖο ἐξετράπη τῆς πορείας του καὶ ἀνετράπη, μὲ ἀποτέλεσμα νὰ τραυματισθοῦν ὀκτὼ ἐπιβάτες. ΣΤΗΝ ΗΠΕΙΡΟ ΙΩΑΝΝΙΝΑ, 2.— Στὴν ὁδὸ Ἰωαννίνων - Ἄρτης, ἐπιβατηγὸ αὐτοκίνητο ἔπεσε σὲ χαράδρα, μὲ ἀποτέλεσμα νὰ σκοτωθῆ ὁ ὁδηγὸς καὶ νὰ τραυματισθοῦν δύο ἐπιβάτες.: [1215, 220, 1396, 401]
story3-headline: Πολέμους, πολιτικὲς κρίσεις καὶ οἰκονομικὲς καταστροφὲς προβλέπουν οἱ Ἰταλοὶ μάντεις: [13, 800, 224, 893]
